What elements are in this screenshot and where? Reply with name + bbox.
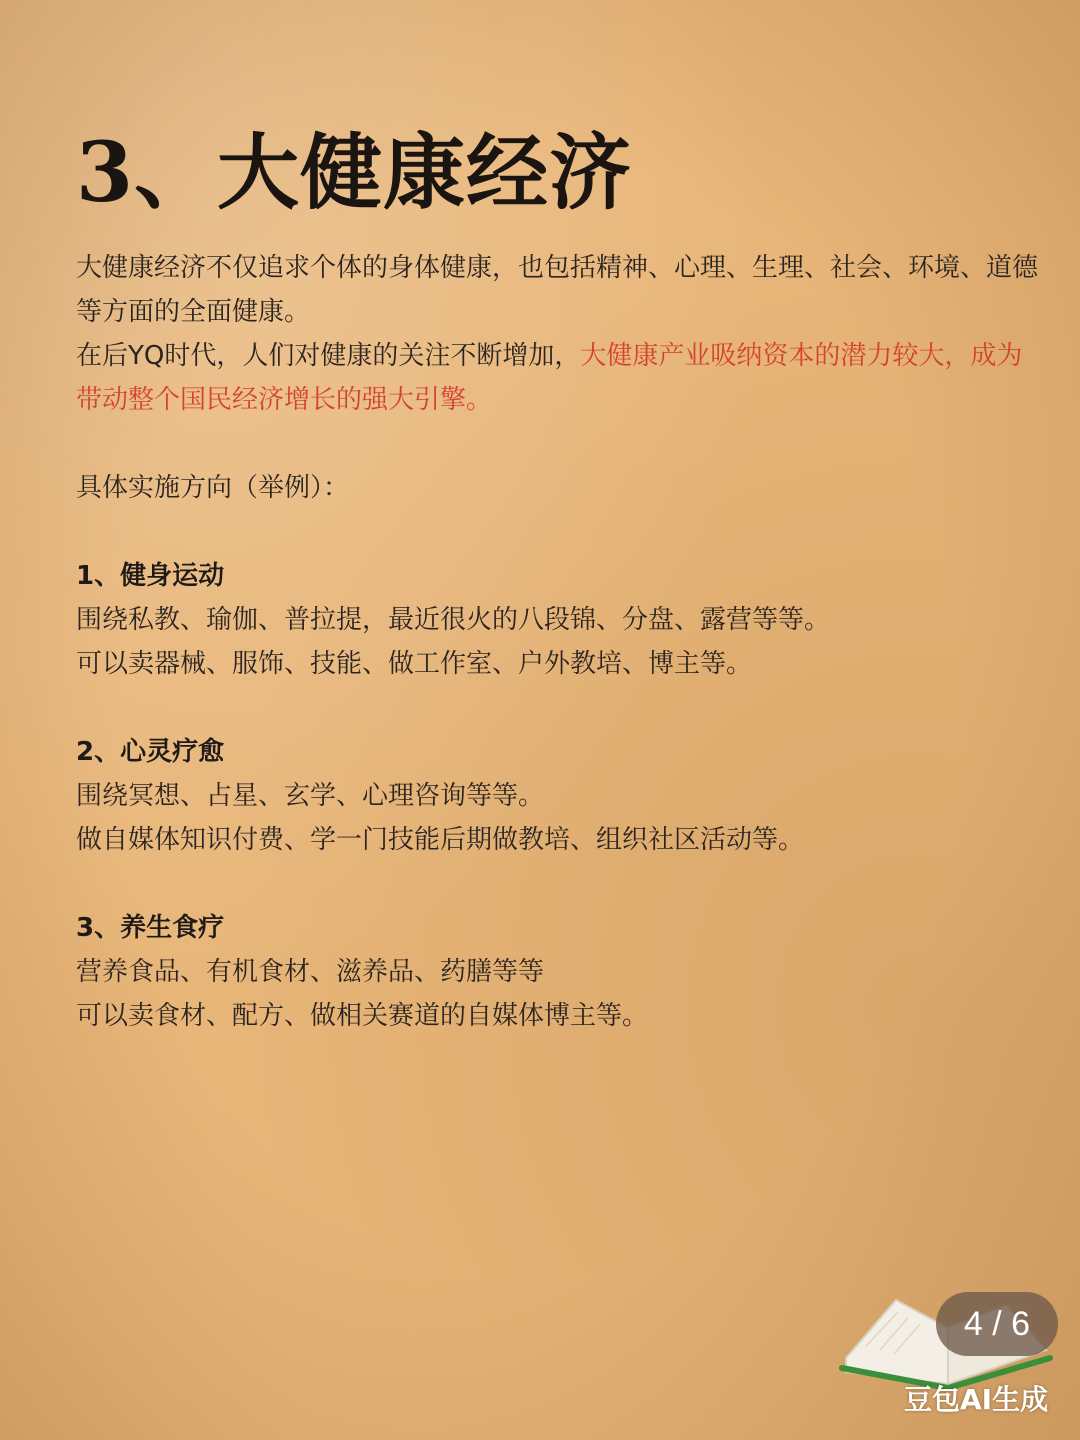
spacer	[76, 686, 1046, 730]
section-healing	[76, 730, 1046, 862]
intro-paragraph-2	[76, 334, 1046, 422]
intro-paragraph: 大健康经济不仅追求个体的身体健康，也包括精神、心理、生理、社会、环境、道德等方面的全面健康。	[76, 253, 1039, 327]
section-heading: 1、健身运动	[76, 561, 225, 591]
page-title: 3、大健康经济	[76, 125, 633, 221]
section-line: 营养食品、有机食材、滋养品、药膳等等	[76, 957, 545, 987]
section-fitness	[76, 554, 1046, 686]
section-heading: 3、养生食疗	[76, 913, 225, 943]
directions-label: 具体实施方向（举例）：	[76, 473, 350, 503]
ai-watermark: 豆包AI生成	[904, 1383, 1049, 1416]
section-heading: 2、心灵疗愈	[76, 737, 225, 767]
page-badge	[836, 1288, 1066, 1428]
section-line: 可以卖器械、服饰、技能、做工作室、户外教培、博主等。	[76, 649, 753, 679]
spacer	[76, 862, 1046, 906]
spacer	[76, 510, 1046, 554]
page-indicator: 4 / 6	[936, 1292, 1058, 1356]
section-diet	[76, 906, 1046, 1038]
spacer	[76, 422, 1046, 466]
section-line: 围绕冥想、占星、玄学、心理咨询等等。	[76, 781, 545, 811]
section-line: 围绕私教、瑜伽、普拉提，最近很火的八段锦、分盘、露营等等。	[76, 605, 831, 635]
intro-plain-text: 在后YQ时代，人们对健康的关注不断增加，	[76, 341, 581, 371]
section-line: 做自媒体知识付费、学一门技能后期做教培、组织社区活动等。	[76, 825, 805, 855]
section-line: 可以卖食材、配方、做相关赛道的自媒体博主等。	[76, 1001, 649, 1031]
article-body	[76, 246, 1046, 1038]
intro-highlight-text: 大健康产业吸纳资本的潜力较大，成为带动整个国民经济增长的强大引擎。	[76, 341, 1023, 415]
